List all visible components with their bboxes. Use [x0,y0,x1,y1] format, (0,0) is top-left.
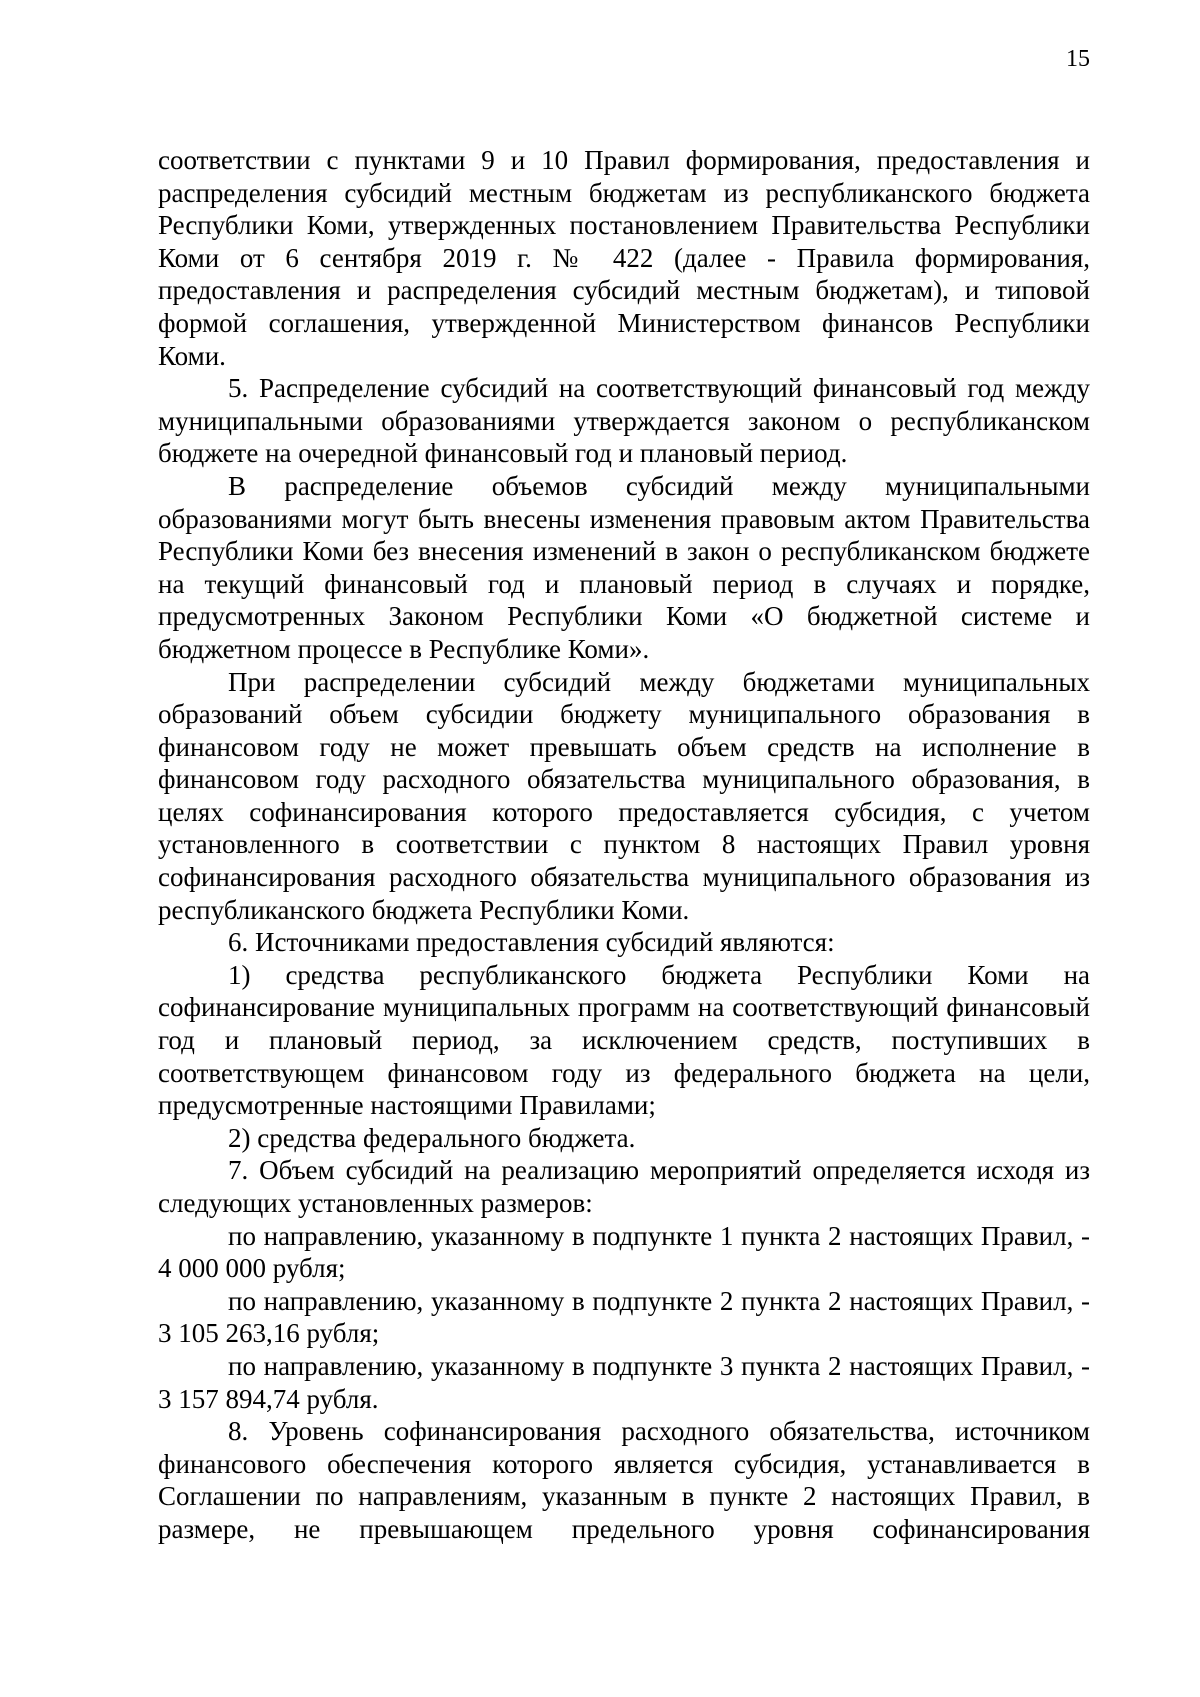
paragraph-item-8: 8. Уровень софинансирования расходного обязательства, источником финансового обеспечения которого является субсидия, устанавливается в Соглашении по направлениям, указанным в пункте 2 настоящих Правил, в размере, не превышающем предельного уровня софинансирования [158,1416,1090,1544]
paragraph-distribution-changes: В распределение объемов субсидий между муниципальными образованиями могут быть внесены изменения правовым актом Правительства Республики Коми без внесения изменений в закон о республиканском бюджете на текущий финансовый год и плановый период в случаях и порядке, предусмотренных Законом Республики Коми «О бюджетной системе и бюджетном процессе в Республике Коми». [158,470,1090,664]
paragraph-item-6-2: 2) средства федерального бюджета. [228,1122,636,1153]
paragraph-item-7: 7. Объем субсидий на реализацию мероприятий определяется исходя из следующих установленных размеров: [158,1155,1090,1218]
paragraph-continuation: соответствии с пунктами 9 и 10 Правил формирования, предоставления и распределения субсидий местным бюджетам из республиканского бюджета Республики Коми, утвержденных постановлением Правительства Республики Коми от 6 сентября 2019 г. № 422 (далее - Правила формирования, предоставления и распределения субсидий местным бюджетам), и типовой формой соглашения, утвержденной Министерством финансов Республики Коми. [158,145,1090,371]
document-body [158,144,1090,1546]
paragraph-item-6: 6. Источниками предоставления субсидий являются: [228,927,835,958]
paragraph-amount-1: по направлению, указанному в подпункте 1 пункта 2 настоящих Правил, - 4 000 000 рубля; [158,1220,1090,1284]
paragraph-item-5: 5. Распределение субсидий на соответствующий финансовый год между муниципальными образованиями утверждается законом о республиканском бюджете на очередной финансовый год и плановый период. [158,373,1090,469]
page-number: 15 [1066,46,1090,72]
paragraph-item-6-1: 1) средства республиканского бюджета Республики Коми на софинансирование муниципальных программ на соответствующий финансовый год и плановый период, за исключением средств, поступивших в соответствующем финансовом году из федерального бюджета на цели, предусмотренные настоящими Правилами; [158,959,1090,1121]
paragraph-subsidy-limit: При распределении субсидий между бюджетами муниципальных образований объем субсидии бюджету муниципального образования в финансовом году не может превышать объем средств на исполнение в финансовом году расходного обязательства муниципального образования, в целях софинансирования которого предоставляется субсидия, с учетом установленного в соответствии с пунктом 8 настоящих Правил уровня софинансирования расходного обязательства муниципального образования из республиканского бюджета Республики Коми. [158,666,1090,925]
paragraph-amount-3: по направлению, указанному в подпункте 3 пункта 2 настоящих Правил, - 3 157 894,74 рубля. [158,1350,1090,1414]
paragraph-amount-2: по направлению, указанному в подпункте 2 пункта 2 настоящих Правил, - 3 105 263,16 рубля; [158,1285,1090,1349]
